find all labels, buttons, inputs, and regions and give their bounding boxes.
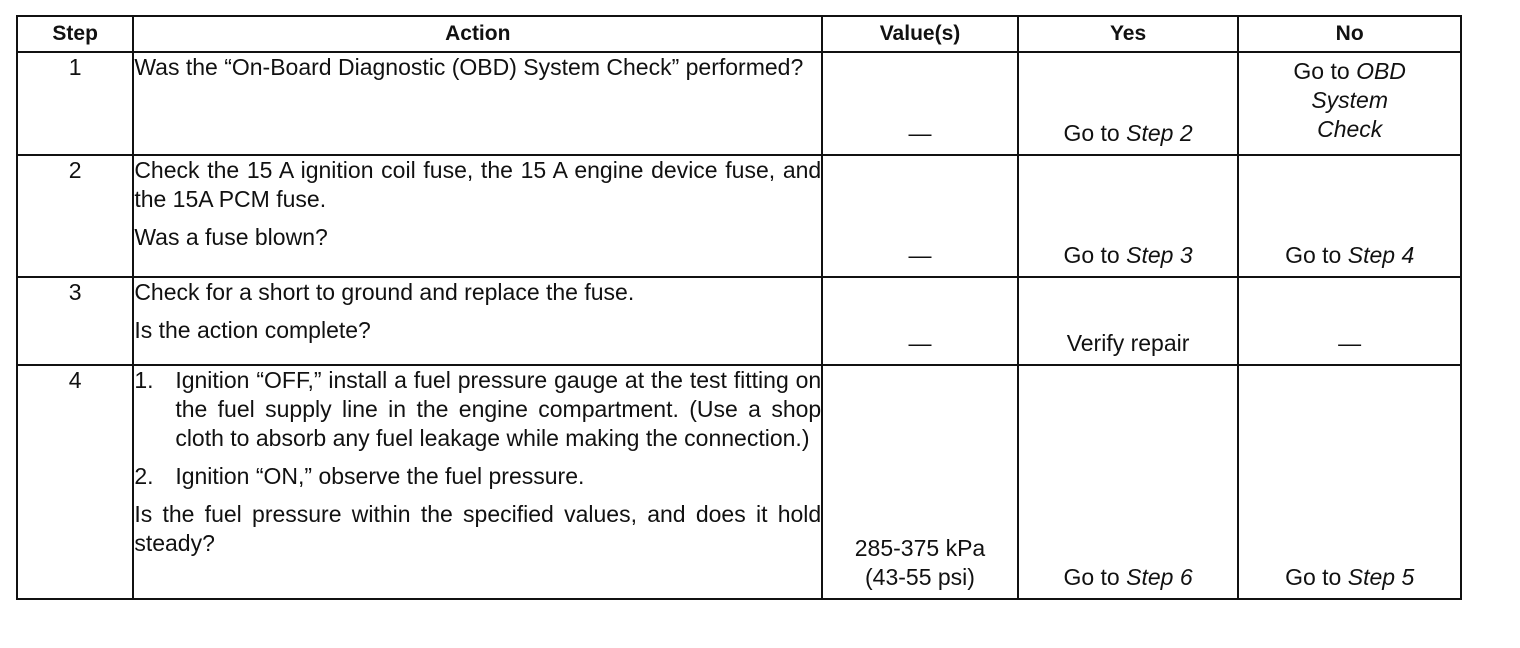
- yes-prefix: Go to: [1063, 120, 1127, 146]
- value-text: —: [908, 120, 932, 146]
- action-text: Was the “On-Board Diagnostic (OBD) System Check” performed?: [134, 54, 804, 80]
- item-text: Ignition “ON,” observe the fuel pressure.: [175, 463, 585, 489]
- no-step-ref: Step 4: [1347, 242, 1415, 268]
- header-row: [17, 16, 1461, 52]
- value-cell: [822, 155, 1018, 277]
- yes-text: Verify repair: [1066, 330, 1190, 356]
- header-no: No: [1238, 16, 1461, 52]
- diagnostic-table: [16, 15, 1462, 600]
- value-cell: [822, 277, 1018, 365]
- no-cell: [1238, 52, 1461, 155]
- yes-cell: [1018, 52, 1239, 155]
- yes-cell: [1018, 365, 1239, 599]
- action-text: Check for a short to ground and replace the fuse.: [134, 279, 635, 305]
- yes-step-ref: Step 2: [1126, 120, 1193, 146]
- item-text: Ignition “OFF,” install a fuel pressure gauge at the test fitting on the fuel supply line in the engine compartment. (Use a shop cloth to absorb any fuel leakage while making the connection.): [175, 367, 822, 451]
- item-number: 1.: [134, 367, 154, 393]
- action-question: Is the fuel pressure within the specified values, and does it hold steady?: [134, 501, 822, 556]
- no-step-ref: Step 5: [1347, 564, 1415, 590]
- table-row: [17, 277, 1461, 365]
- header-yes: Yes: [1018, 16, 1239, 52]
- yes-prefix: Go to: [1063, 564, 1127, 590]
- yes-prefix: Go to: [1063, 242, 1127, 268]
- no-cell: [1238, 365, 1461, 599]
- step-number: 4: [17, 365, 133, 599]
- step-number: 1: [17, 52, 133, 155]
- action-list-item: [134, 462, 821, 491]
- no-text: —: [1338, 330, 1362, 356]
- action-cell: [133, 155, 822, 277]
- step-number: 2: [17, 155, 133, 277]
- value-cell: [822, 52, 1018, 155]
- no-step-ref: OBD System Check: [1311, 58, 1406, 142]
- yes-cell: [1018, 277, 1239, 365]
- value-cell: [822, 365, 1018, 599]
- header-action: Action: [133, 16, 822, 52]
- table-row: [17, 365, 1461, 599]
- no-prefix: Go to: [1285, 564, 1348, 590]
- table-row: [17, 155, 1461, 277]
- action-cell: [133, 277, 822, 365]
- no-prefix: Go to: [1285, 242, 1348, 268]
- action-question: Is the action complete?: [134, 317, 371, 343]
- header-step: Step: [17, 16, 133, 52]
- yes-cell: [1018, 155, 1239, 277]
- value-metric: 285-375 kPa: [854, 535, 986, 561]
- item-number: 2.: [134, 463, 154, 489]
- no-prefix: Go to: [1293, 58, 1357, 84]
- action-question: Was a fuse blown?: [134, 224, 328, 250]
- value-imperial: (43-55 psi): [865, 564, 975, 590]
- no-cell: [1238, 277, 1461, 365]
- action-cell: [133, 52, 822, 155]
- action-list-item: [134, 366, 821, 453]
- yes-step-ref: Step 3: [1126, 242, 1193, 268]
- action-text: Check the 15 A ignition coil fuse, the 15 A engine device fuse, and the 15A PCM fuse.: [134, 157, 822, 212]
- yes-step-ref: Step 6: [1126, 564, 1193, 590]
- header-values: Value(s): [822, 16, 1018, 52]
- value-text: —: [908, 242, 932, 268]
- no-cell: [1238, 155, 1461, 277]
- action-cell: [133, 365, 822, 599]
- step-number: 3: [17, 277, 133, 365]
- value-text: —: [908, 330, 932, 356]
- table-row: [17, 52, 1461, 155]
